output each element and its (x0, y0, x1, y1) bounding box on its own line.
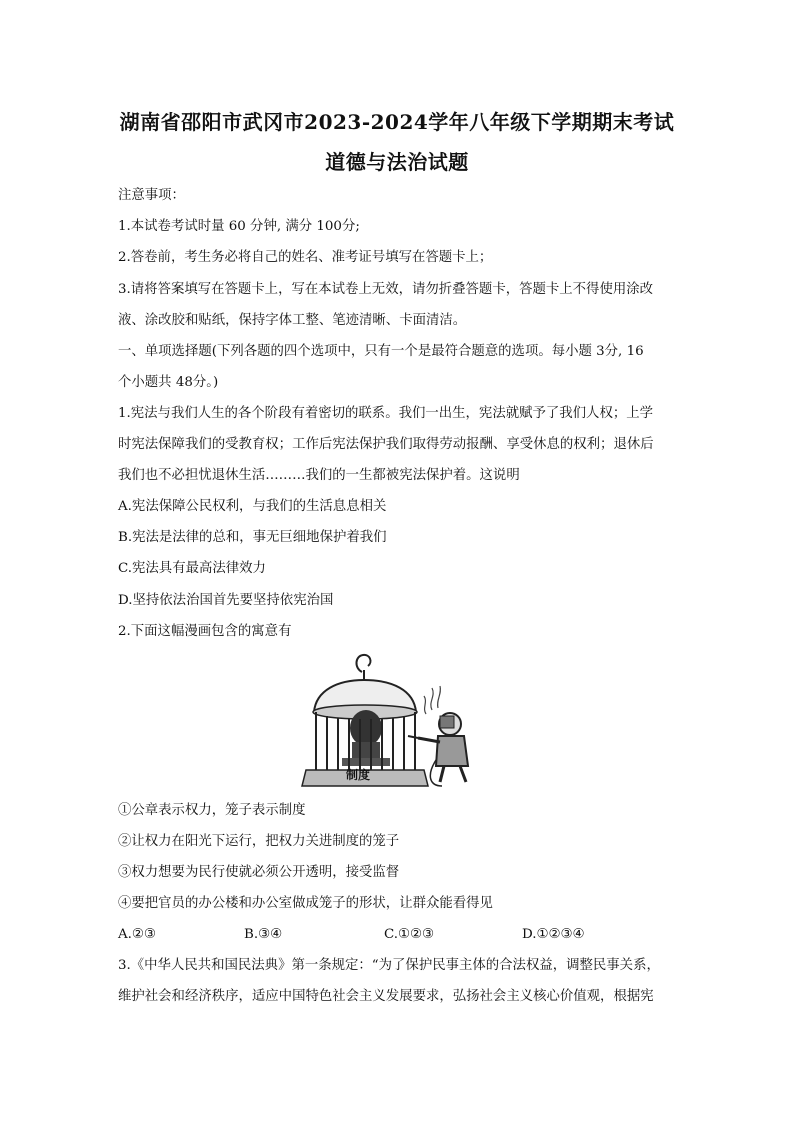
notice-item-3-line2: 液、涂改胶和贴纸，保持字体工整、笔迹清晰、卡面清洁。 (118, 313, 467, 328)
exam-title-line1: 湖南省邵阳市武冈市2023-2024学年八年级下学期期末考试 (119, 110, 675, 134)
notice-item-1: 1.本试卷考试时量 60 分钟, 满分 100分; (118, 219, 360, 234)
question-3-line1: 3.《中华人民共和国民法典》第一条规定：“为了保护民事主体的合法权益，调整民事关系， (118, 958, 660, 973)
question-2-statement-1: ①公章表示权力，笼子表示制度 (118, 803, 306, 818)
section-heading-line1: 一、单项选择题(下列各题的四个选项中，只有一个是最符合题意的选项。每小题 3分, 16 (118, 344, 644, 359)
question-2-statement-3: ③权力想要为民行使就必须公开透明，接受监督 (118, 865, 400, 880)
question-2-statement-2: ②让权力在阳光下运行，把权力关进制度的笼子 (118, 834, 400, 849)
question-2-stem: 2.下面这幅漫画包含的寓意有 (118, 624, 292, 639)
cage-cartoon-image (300, 650, 496, 790)
question-1-option-b: B.宪法是法律的总和，事无巨细地保护着我们 (118, 530, 387, 545)
question-2-option-d: D.①②③④ (522, 927, 585, 942)
question-1-option-a: A.宪法保障公民权利，与我们的生活息息相关 (118, 499, 387, 514)
question-2-option-c: C.①②③ (384, 927, 435, 942)
notice-heading: 注意事项： (118, 188, 185, 203)
question-1-option-d: D.坚持依法治国首先要坚持依宪治国 (118, 593, 334, 608)
question-2-option-b: B.③④ (244, 927, 283, 942)
exam-title-line2: 道德与法治试题 (325, 150, 469, 174)
question-1-line3: 我们也不必担忧退休生活………我们的一生都被宪法保护着。这说明 (118, 468, 520, 483)
notice-item-2: 2.答卷前，考生务必将自己的姓名、准考证号填写在答题卡上； (118, 250, 493, 265)
notice-item-3-line1: 3.请将答案填写在答题卡上，写在本试卷上无效，请勿折叠答题卡，答题卡上不得使用涂改 (118, 282, 654, 297)
question-1-line1: 1.宪法与我们人生的各个阶段有着密切的联系。我们一出生，宪法就赋予了我们人权；上学 (118, 406, 654, 421)
question-2-option-a: A.②③ (118, 927, 156, 942)
section-heading-line2: 个小题共 48分。) (118, 375, 219, 390)
question-3-line2: 维护社会和经济秩序，适应中国特色社会主义发展要求，弘扬社会主义核心价值观，根据宪 (118, 989, 654, 1004)
cartoon-base-label: 制度 (346, 768, 371, 782)
question-1-option-c: C.宪法具有最高法律效力 (118, 561, 266, 576)
question-1-line2: 时宪法保障我们的受教育权；工作后宪法保护我们取得劳动报酬、享受休息的权利；退休后 (118, 437, 654, 452)
question-2-statement-4: ④要把官员的办公楼和办公室做成笼子的形状，让群众能看得见 (118, 896, 493, 911)
